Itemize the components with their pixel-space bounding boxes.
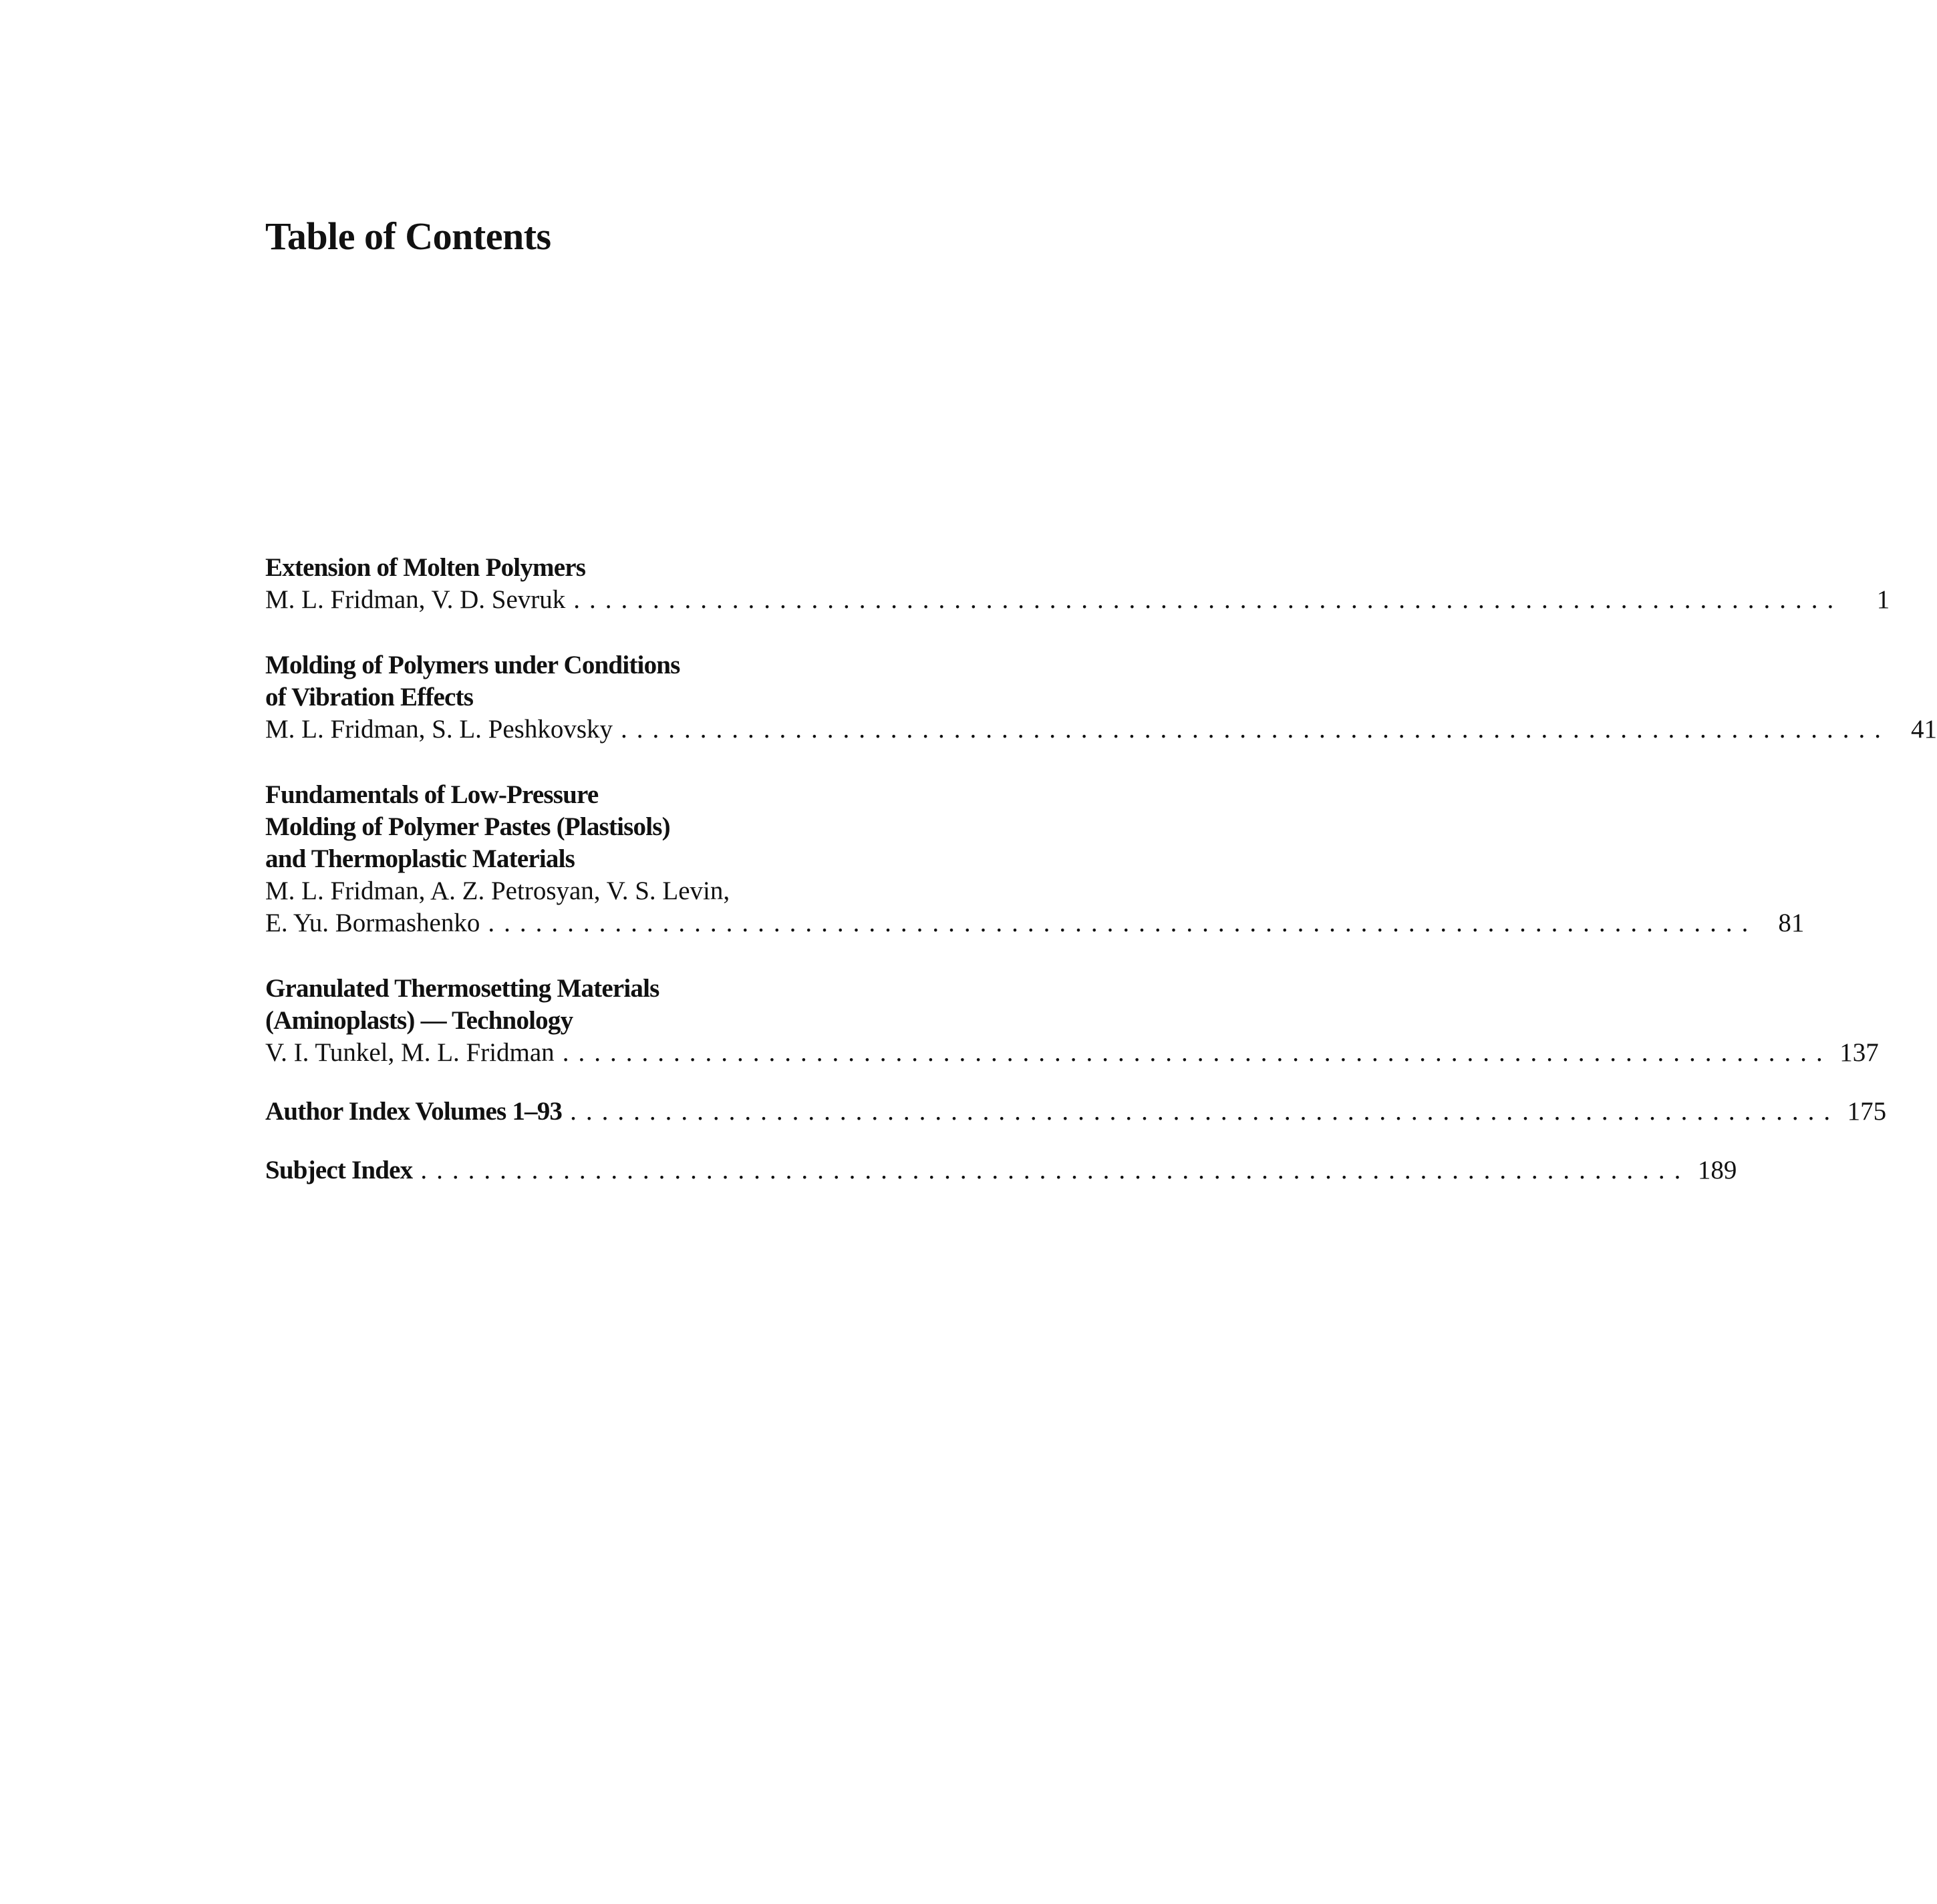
- entry-authors-line: [265, 584, 1890, 616]
- toc-index-entry: [265, 1154, 1737, 1186]
- index-line: [265, 1154, 1737, 1186]
- entry-title: Molding of Polymer Pastes (Plastisols): [265, 812, 670, 841]
- entry-title: (Aminoplasts) — Technology: [265, 1006, 573, 1035]
- entry-title: of Vibration Effects: [265, 683, 474, 711]
- dot-leader: ................................................................................: [420, 1156, 1690, 1184]
- entry-title: Fundamentals of Low-Pressure: [265, 780, 599, 809]
- index-label: Author Index Volumes 1–93: [265, 1097, 563, 1126]
- page-title: Table of Contents: [265, 214, 551, 258]
- index-line: [265, 1096, 1887, 1128]
- entry-title: Molding of Polymers under Conditions: [265, 651, 680, 679]
- page-number: 41: [1911, 715, 1937, 744]
- entry-authors: E. Yu. Bormashenko: [265, 909, 480, 937]
- page-number: 137: [1839, 1038, 1879, 1067]
- toc-entry: [265, 649, 1937, 746]
- entry-authors: M. L. Fridman, S. L. Peshkovsky: [265, 715, 613, 744]
- entry-authors: M. L. Fridman, V. D. Sevruk: [265, 585, 566, 614]
- entry-title: Extension of Molten Polymers: [265, 553, 586, 582]
- entry-authors-line: [265, 713, 1937, 746]
- dot-leader: ................................................................................: [621, 715, 1891, 744]
- dot-leader: ................................................................................: [570, 1097, 1840, 1126]
- table-of-contents: [265, 552, 1937, 1220]
- page-number: 189: [1697, 1156, 1737, 1184]
- toc-entry: [265, 779, 1805, 939]
- dot-leader: ................................................................................: [573, 585, 1843, 614]
- toc-index-entry: [265, 1096, 1887, 1128]
- page-number: 81: [1778, 909, 1805, 937]
- entry-authors: V. I. Tunkel, M. L. Fridman: [265, 1038, 555, 1067]
- entry-authors-line: [265, 1037, 1879, 1069]
- page-number: 1: [1876, 585, 1890, 614]
- dot-leader: ................................................................................: [488, 909, 1758, 937]
- page-number: 175: [1847, 1097, 1887, 1126]
- index-label: Subject Index: [265, 1156, 413, 1184]
- entry-authors: M. L. Fridman, A. Z. Petrosyan, V. S. Levin,: [265, 877, 730, 905]
- entry-authors-line: [265, 907, 1805, 939]
- entry-title: Granulated Thermosetting Materials: [265, 974, 659, 1003]
- entry-title: and Thermoplastic Materials: [265, 844, 575, 873]
- toc-entry: [265, 973, 1879, 1069]
- dot-leader: ................................................................................: [562, 1038, 1832, 1067]
- toc-entry: [265, 552, 1890, 616]
